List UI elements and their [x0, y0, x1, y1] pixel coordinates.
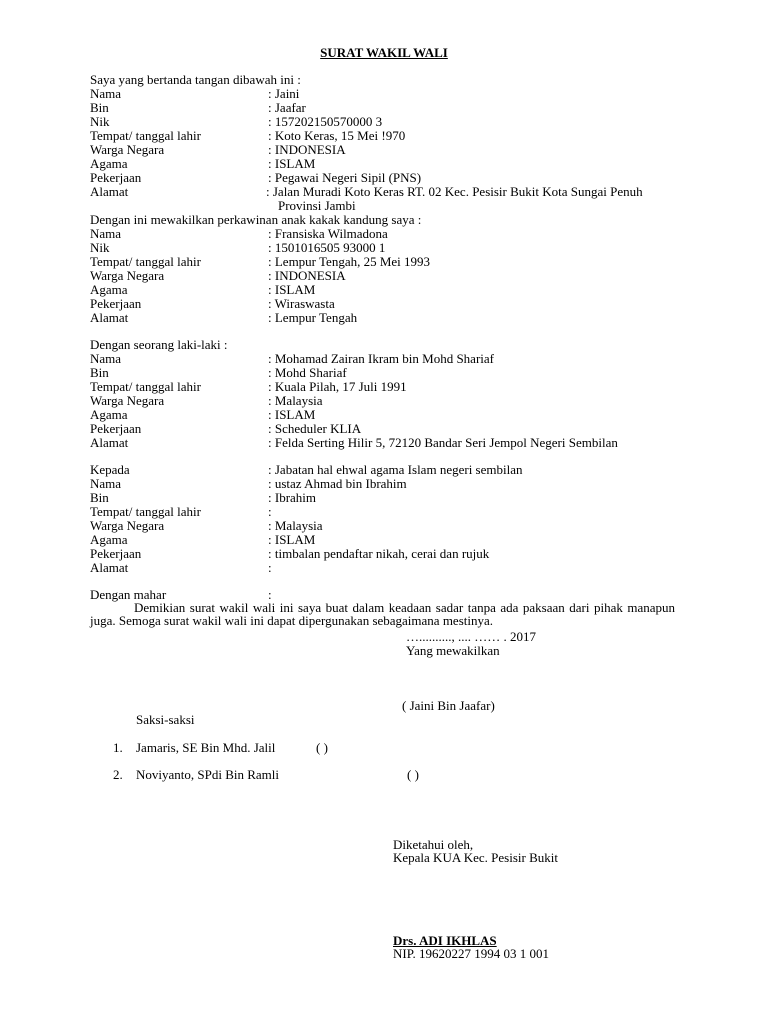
laki-intro: Dengan seorang laki-laki : — [90, 337, 228, 352]
saksi-number: 1. — [113, 740, 123, 755]
kepada-label: Agama — [90, 532, 128, 547]
kepada-value: : ISLAM — [268, 532, 316, 547]
wali-label: Nama — [90, 86, 122, 101]
kepada-label: Tempat/ tanggal lahir — [90, 504, 201, 519]
wali-label: Nik — [90, 114, 110, 129]
wali-label: Tempat/ tanggal lahir — [90, 128, 201, 143]
official-name: Drs. ADI IKHLAS — [393, 933, 497, 948]
anak-label: Warga Negara — [90, 268, 165, 283]
official-nip: NIP. 19620227 1994 03 1 001 — [393, 946, 550, 961]
kepada-value: : timbalan pendaftar nikah, cerai dan rujuk — [268, 546, 490, 561]
wali-label: Agama — [90, 156, 128, 171]
anak-value: : Lempur Tengah — [268, 310, 358, 325]
kepada-value: : Ibrahim — [268, 490, 317, 505]
wali-value: : ISLAM — [268, 156, 316, 171]
laki-label: Tempat/ tanggal lahir — [90, 379, 201, 394]
anak-label: Nama — [90, 226, 122, 241]
kepala-kua-text: Kepala KUA Kec. Pesisir Bukit — [393, 850, 559, 865]
anak-value: : INDONESIA — [268, 268, 346, 283]
anak-value: : Fransiska Wilmadona — [268, 226, 388, 241]
laki-label: Nama — [90, 351, 122, 366]
anak-value: : Lempur Tengah, 25 Mei 1993 — [268, 254, 431, 269]
laki-value: : Kuala Pilah, 17 Juli 1991 — [268, 379, 407, 394]
wali-alamat-continuation: Provinsi Jambi — [278, 198, 356, 213]
kepada-value: : Malaysia — [268, 518, 323, 533]
document-title: SURAT WAKIL WALI — [320, 45, 448, 60]
laki-label: Pekerjaan — [90, 421, 142, 436]
laki-value: : Felda Serting Hilir 5, 72120 Bandar Seri Jempol Negeri Sembilan — [268, 435, 618, 450]
saksi-signature-field: ( ) — [407, 767, 419, 782]
intro-text: Saya yang bertanda tangan dibawah ini : — [90, 72, 301, 87]
anak-value: : 1501016505 93000 1 — [268, 240, 386, 255]
wali-value: : 157202150570000 3 — [268, 114, 383, 129]
anak-label: Pekerjaan — [90, 296, 142, 311]
anak-label: Tempat/ tanggal lahir — [90, 254, 201, 269]
laki-value: : Mohd Shariaf — [268, 365, 347, 380]
wali-label: Warga Negara — [90, 142, 165, 157]
laki-value: : Mohamad Zairan Ikram bin Mohd Shariaf — [268, 351, 494, 366]
laki-value: : Scheduler KLIA — [268, 421, 362, 436]
wali-label: Alamat — [90, 184, 129, 199]
wali-label: Pekerjaan — [90, 170, 142, 185]
laki-label: Bin — [90, 365, 109, 380]
saksi-name: Noviyanto, SPdi Bin Ramli — [136, 767, 280, 782]
kepada-value: : Jabatan hal ehwal agama Islam negeri sembilan — [268, 462, 523, 477]
wali-value: : INDONESIA — [268, 142, 346, 157]
date-line: ….........., .... …… . 2017 — [406, 629, 536, 644]
laki-value: : ISLAM — [268, 407, 316, 422]
saksi-number: 2. — [113, 767, 123, 782]
anak-label: Nik — [90, 240, 110, 255]
anak-label: Agama — [90, 282, 128, 297]
laki-label: Agama — [90, 407, 128, 422]
wali-value: : Koto Keras, 15 Mei !970 — [268, 128, 406, 143]
mewakilkan-intro: Dengan ini mewakilkan perkawinan anak kakak kandung saya : — [90, 212, 422, 227]
mahar-label: Dengan mahar — [90, 587, 167, 602]
kepada-label: Warga Negara — [90, 518, 165, 533]
kepada-label: Bin — [90, 490, 109, 505]
wali-value: : Jalan Muradi Koto Keras RT. 02 Kec. Pesisir Bukit Kota Sungai Penuh — [266, 184, 643, 199]
laki-label: Warga Negara — [90, 393, 165, 408]
kepada-label: Pekerjaan — [90, 546, 142, 561]
kepada-value: : ustaz Ahmad bin Ibrahim — [268, 476, 407, 491]
signer-name: ( Jaini Bin Jaafar) — [402, 698, 495, 713]
mahar-value: : — [268, 587, 272, 602]
saksi-signature-field: ( ) — [316, 740, 328, 755]
saksi-title: Saksi-saksi — [136, 712, 195, 727]
wali-label: Bin — [90, 100, 109, 115]
wali-value: : Pegawai Negeri Sipil (PNS) — [268, 170, 422, 185]
laki-value: : Malaysia — [268, 393, 323, 408]
kepada-label: Nama — [90, 476, 122, 491]
kepada-value: : — [268, 504, 272, 519]
anak-label: Alamat — [90, 310, 129, 325]
wali-value: : Jaini — [268, 86, 300, 101]
yang-mewakilkan: Yang mewakilkan — [406, 643, 500, 658]
kepada-value: : — [268, 560, 272, 575]
anak-value: : Wiraswasta — [268, 296, 335, 311]
wali-value: : Jaafar — [268, 100, 306, 115]
diketahui-text: Diketahui oleh, — [393, 837, 474, 852]
saksi-name: Jamaris, SE Bin Mhd. Jalil — [136, 740, 276, 755]
closing-paragraph: Demikian surat wakil wali ini saya buat dalam keadaan sadar tanpa ada paksaan dari pihak manapun juga. Semoga surat wakil wali ini dapat dipergunakan sebagaimana mestinya. — [90, 600, 675, 628]
kepada-label: Kepada — [90, 462, 130, 477]
laki-label: Alamat — [90, 435, 129, 450]
anak-value: : ISLAM — [268, 282, 316, 297]
kepada-label: Alamat — [90, 560, 129, 575]
